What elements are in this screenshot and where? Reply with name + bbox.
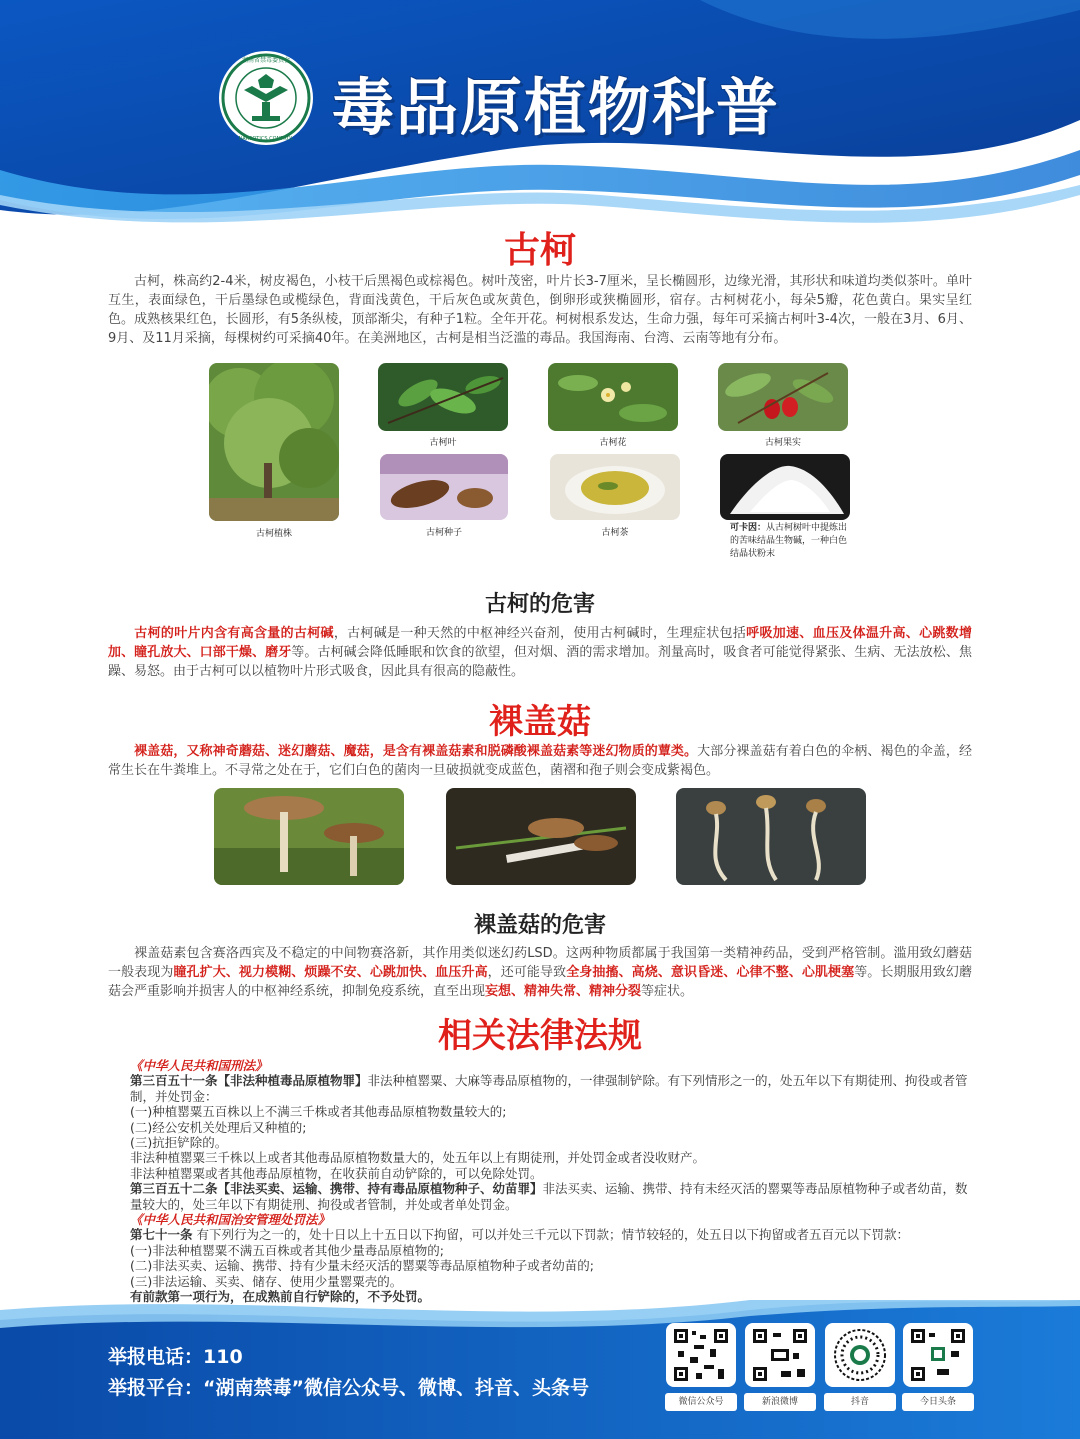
coca-harm-paragraph xyxy=(108,624,972,681)
laws-block xyxy=(100,1058,980,1305)
caption-cocaine-label: 可卡因： xyxy=(730,523,767,533)
coca-flower-photo xyxy=(548,363,678,431)
coca-harm-title: 古柯的危害 xyxy=(484,592,595,617)
section-title-coca: 古柯 xyxy=(503,230,576,271)
law-item-2-3: (三)非法运输、买卖、储存、使用少量罂粟壳的。 xyxy=(130,1273,403,1289)
coca-harm-text-2: 等。古柯碱会降低睡眠和饮食的欲望，但对烟、酒的需求增加。剂量高时，吸食者可能觉得紧张、生病、无法放松、焦躁、易怒。由于古柯可以以植物叶片形式吸食，因此具有很高的隐蔽性。 xyxy=(108,645,972,679)
coca-plant-photo xyxy=(209,363,339,521)
psilocybe-harm-text-1: 裸盖菇素包含赛洛西宾及不稳定的中间物赛洛新，其作用类似迷幻药LSD。这两种物质都属于我国第一类精神药品，受到严格管制。滥用致幻蘑菇一般表现为 xyxy=(108,946,972,980)
coca-harm-red-1: 古柯的叶片内含有高含量的古柯碱 xyxy=(134,626,334,641)
caption-cocaine-desc: 从古柯树叶中提炼出的苦味结晶生物碱，一种白色结晶状粉末 xyxy=(730,523,848,559)
coca-tea-photo xyxy=(550,454,680,520)
coca-fruit-photo xyxy=(718,363,848,431)
qr-code-toutiao[interactable] xyxy=(903,1323,973,1387)
section-title-psilocybe: 裸盖菇 xyxy=(489,702,591,742)
law-book-criminal: 《中华人民共和国刑法》 xyxy=(130,1058,268,1073)
coca-harm-text-1: ，古柯碱是一种天然的中枢神经兴奋剂，使用古柯碱时，生理症状包括 xyxy=(333,626,747,641)
psilocybe-harm-text-3: 等。长期服用致幻蘑菇会严重影响并损害人的中枢神经系统，抑制免疫系统，直至出现 xyxy=(108,965,972,999)
caption-coca-leaf: 古柯叶 xyxy=(429,438,457,448)
law-article-352-title: 第三百五十二条【非法买卖、运输、携带、持有毒品原植物种子、幼苗罪】 xyxy=(130,1181,543,1197)
qr-label-douyin: 抖音 xyxy=(824,1393,896,1411)
caption-coca-flower: 古柯花 xyxy=(599,438,627,448)
law-article-352-text: 非法买卖、运输、携带、持有未经灭活的罂粟等毒品原植物种子或者幼苗，数量较大的，处三年以下有期徒刑、拘役或者管制，并处或者单处罚金。 xyxy=(130,1181,968,1212)
qr-label-wechat: 微信公众号 xyxy=(665,1393,737,1411)
caption-coca-seed: 古柯种子 xyxy=(425,528,462,538)
psilocybe-harm-paragraph xyxy=(108,944,972,1001)
psilocybe-photo-1 xyxy=(214,788,404,885)
page-title: 毒品原植物科普 xyxy=(332,71,781,144)
psilocybe-harm-red-3: 妄想、精神失常、精神分裂 xyxy=(485,984,642,999)
psilocybe-harm-red-1: 瞳孔扩大、视力模糊、烦躁不安、心跳加快、血压升高 xyxy=(173,965,488,980)
coca-seed-photo xyxy=(380,454,508,520)
law-article-71-text: 有下列行为之一的，处十日以上十五日以下拘留，可以并处三千元以下罚款；情节较轻的，处五日以下拘留或者五百元以下罚款： xyxy=(196,1227,910,1243)
law-item-2-1: (一)非法种植罂粟不满五百株或者其他少量毒品原植物的; xyxy=(130,1242,444,1258)
law-article-352 xyxy=(100,1181,980,1212)
psilocybe-harm-title: 裸盖菇的危害 xyxy=(473,913,606,938)
cocaine-powder-photo xyxy=(720,454,850,520)
qr-code-douyin[interactable] xyxy=(825,1323,895,1387)
psilocybe-photo-2 xyxy=(446,788,636,885)
law-article-351-title: 第三百五十一条【非法种植毒品原植物罪】 xyxy=(130,1073,368,1089)
law-article-351 xyxy=(100,1073,980,1104)
svg-text:NARCOTICS CONTROL: NARCOTICS CONTROL xyxy=(238,136,294,142)
psilocybe-harm-text-4: 等症状。 xyxy=(641,984,694,999)
report-platform: 举报平台：“湖南禁毒”微信公众号、微博、抖音、头条号 xyxy=(108,1377,589,1399)
law-article-71-title: 第七十一条 xyxy=(130,1227,193,1243)
qr-code-weibo[interactable] xyxy=(745,1323,815,1387)
caption-coca-tea: 古柯茶 xyxy=(601,528,629,538)
law-line-2: 非法种植罂粟或者其他毒品原植物，在收获前自动铲除的，可以免除处罚。 xyxy=(130,1165,543,1181)
psilocybe-intro-red: 裸盖菇，又称神奇蘑菇、迷幻蘑菇、魔菇，是含有裸盖菇素和脱磷酸裸盖菇素等迷幻物质的蕈类。 xyxy=(134,744,698,759)
caption-cocaine xyxy=(730,522,850,561)
caption-coca-fruit: 古柯果实 xyxy=(764,438,801,448)
law-item-1-3: (三)抗拒铲除的。 xyxy=(130,1135,228,1151)
law-article-351-text: 非法种植罂粟、大麻等毒品原植物的，一律强制铲除。有下列情形之一的，处五年以下有期徒刑、拘役或者管制，并处罚金： xyxy=(130,1073,968,1104)
qr-label-weibo: 新浪微博 xyxy=(744,1393,816,1411)
qr-code-wechat[interactable] xyxy=(666,1323,736,1387)
psilocybe-intro-paragraph xyxy=(108,742,972,780)
law-item-2-2: (二)非法买卖、运输、携带、持有少量未经灭活的罂粟等毒品原植物种子或者幼苗的; xyxy=(130,1258,594,1274)
law-item-1-2: (二)经公安机关处理后又种植的; xyxy=(130,1119,307,1135)
psilocybe-harm-text-2: ，还可能导致 xyxy=(487,965,567,980)
header-banner xyxy=(0,0,1080,230)
coca-harm-red-2: 呼吸加速、血压及体温升高、心跳数增加、瞳孔放大、口部干燥、磨牙 xyxy=(108,626,972,660)
psilocybe-photo-3 xyxy=(676,788,866,885)
qr-label-toutiao: 今日头条 xyxy=(902,1393,974,1411)
psilocybe-harm-red-2: 全身抽搐、高烧、意识昏迷、心律不整、心肌梗塞 xyxy=(566,965,855,980)
law-book-public-security: 《中华人民共和国治安管理处罚法》 xyxy=(130,1212,331,1228)
psilocybe-intro-text: 大部分裸盖菇有着白色的伞柄、褐色的伞盖，经常生长在牛粪堆上。不寻常之处在于，它们白色的菌肉一旦破损就变成蓝色，菌褶和孢子则会变成紫褐色。 xyxy=(108,744,972,778)
coca-leaf-photo xyxy=(378,363,508,431)
law-final-note: 有前款第一项行为，在成熟前自行铲除的，不予处罚。 xyxy=(130,1289,431,1305)
report-hotline: 举报电话：110 xyxy=(108,1346,243,1368)
law-article-71 xyxy=(100,1227,980,1242)
narcotics-commission-logo xyxy=(218,50,314,146)
law-line-1: 非法种植罂粟三千株以上或者其他毒品原植物数量大的，处五年以上有期徒刑，并处罚金或者没收财产。 xyxy=(130,1150,706,1166)
svg-text:湖南省禁毒委员会: 湖南省禁毒委员会 xyxy=(241,57,291,64)
caption-coca-plant: 古柯植株 xyxy=(255,529,292,539)
law-item-1-1: (一)种植罂粟五百株以上不满三千株或者其他毒品原植物数量较大的; xyxy=(130,1104,507,1120)
coca-intro-text: 古柯，株高约2-4米，树皮褐色，小枝干后黑褐色或棕褐色。树叶茂密，叶片长3-7厘米，呈长椭圆形，边缘光滑，其形状和味道均类似茶叶。单叶互生，表面绿色，干后墨绿色或榄绿色，背面浅黄色，干后灰色或灰黄色，倒卵形或狭椭圆形，宿存。古柯树花小，每朵5瓣，花色黄白。果实呈红色。成熟核果红色，长圆形，有5条纵棱，顶部渐尖，有种子1粒。全年开花。柯树根系发达，生命力强，每年可采摘古柯叶3-4次，一般在3月、6月、9月、及11月采摘，每棵树约可采摘40年。在美洲地区，古柯是相当泛滥的毒品。我国海南、台湾、云南等地有分布。 xyxy=(108,274,972,346)
section-title-laws: 相关法律法规 xyxy=(438,1016,642,1056)
coca-intro-paragraph xyxy=(108,272,972,348)
